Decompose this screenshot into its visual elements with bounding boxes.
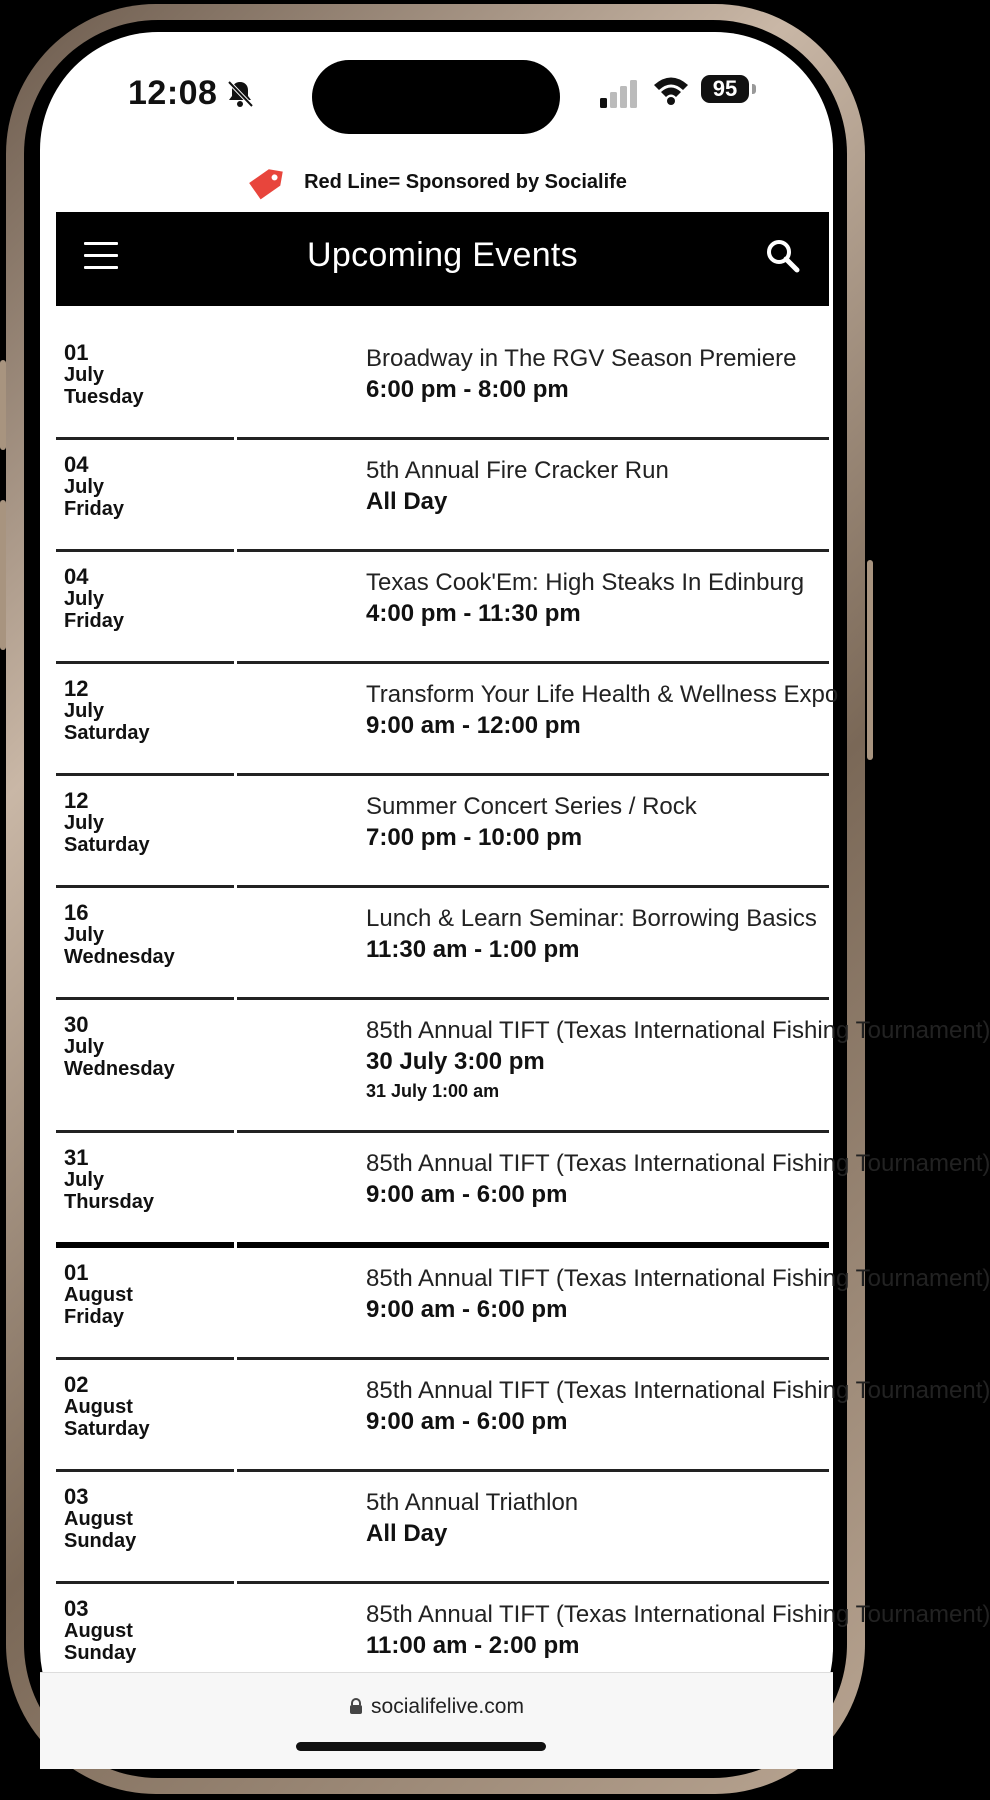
side-button: [867, 560, 873, 760]
events-list: [56, 328, 990, 1693]
event-weekday: Friday: [64, 1306, 125, 1328]
signal-icon: [600, 78, 640, 108]
event-month: July: [64, 700, 105, 722]
screen: [40, 32, 990, 1766]
event-time: 9:00 am - 6:00 pm: [366, 1181, 568, 1208]
event-day: 30: [64, 1012, 89, 1037]
event-month: July: [64, 1169, 105, 1191]
event-info: [366, 568, 824, 630]
event-info: [366, 344, 824, 406]
page-title: Upcoming Events: [307, 236, 578, 274]
event-time: 9:00 am - 6:00 pm: [366, 1408, 568, 1435]
status-time: 12:08: [128, 74, 218, 112]
event-month: July: [64, 812, 105, 834]
event-info: [366, 1016, 990, 1104]
event-day: 12: [64, 676, 89, 701]
event-date: [64, 1014, 175, 1080]
browser-url-bar[interactable]: [40, 1672, 833, 1769]
event-info: [366, 1488, 824, 1550]
event-month: August: [64, 1620, 133, 1642]
event-info: [366, 680, 839, 742]
event-month: August: [64, 1396, 133, 1418]
side-button: [0, 360, 6, 450]
event-day: 01: [64, 1260, 89, 1285]
event-month: July: [64, 1036, 105, 1058]
event-weekday: Friday: [64, 610, 125, 632]
event-time: 11:30 am - 1:00 pm: [366, 936, 580, 963]
event-month: July: [64, 476, 105, 498]
event-time: 9:00 am - 12:00 pm: [366, 712, 581, 739]
event-title[interactable]: 85th Annual TIFT (Texas International Fishing Tournament): [366, 1265, 990, 1292]
event-day: 12: [64, 788, 89, 813]
event-date: [64, 566, 124, 632]
event-date: [64, 1147, 154, 1213]
event-day: 04: [64, 452, 89, 477]
tag-icon: [246, 162, 290, 202]
event-weekday: Tuesday: [64, 386, 144, 408]
event-month: August: [64, 1508, 133, 1530]
event-date: [64, 454, 124, 520]
url-text: socialifelive.com: [371, 1695, 524, 1718]
event-month: July: [64, 588, 105, 610]
home-indicator[interactable]: [296, 1742, 546, 1751]
event-title[interactable]: Broadway in The RGV Season Premiere: [366, 345, 797, 372]
event-date: [64, 342, 144, 408]
event-title[interactable]: 85th Annual TIFT (Texas International Fishing Tournament): [366, 1377, 990, 1404]
event-date: [64, 678, 150, 744]
event-day: 16: [64, 900, 89, 925]
event-weekday: Sunday: [64, 1642, 137, 1664]
event-weekday: Saturday: [64, 722, 150, 744]
event-title[interactable]: 85th Annual TIFT (Texas International Fishing Tournament): [366, 1150, 990, 1177]
event-info: [366, 1600, 990, 1662]
battery-tip: [752, 84, 756, 94]
search-icon[interactable]: [765, 238, 801, 274]
event-date: [64, 1262, 133, 1328]
event-time: 4:00 pm - 11:30 pm: [366, 600, 581, 627]
sponsor-banner: [40, 160, 833, 204]
event-row[interactable]: [56, 440, 829, 552]
event-time: All Day: [366, 488, 448, 515]
event-weekday: Wednesday: [64, 946, 175, 968]
event-row[interactable]: [56, 776, 829, 888]
event-row[interactable]: [56, 1360, 990, 1472]
dynamic-island: [312, 60, 560, 134]
page-header: [56, 212, 829, 306]
event-title[interactable]: Lunch & Learn Seminar: Borrowing Basics: [366, 905, 817, 932]
side-button: [0, 500, 6, 650]
event-info: [366, 1264, 990, 1326]
event-title[interactable]: Summer Concert Series / Rock: [366, 793, 697, 820]
event-info: [366, 1149, 990, 1211]
event-day: 31: [64, 1145, 89, 1170]
event-title[interactable]: 5th Annual Fire Cracker Run: [366, 457, 669, 484]
event-day: 02: [64, 1372, 89, 1397]
event-day: 03: [64, 1596, 89, 1621]
event-day: 04: [64, 564, 89, 589]
event-row[interactable]: [56, 664, 839, 776]
event-title[interactable]: 85th Annual TIFT (Texas International Fishing Tournament): [366, 1017, 990, 1044]
event-time: 30 July 3:00 pm: [366, 1048, 545, 1075]
event-time: 7:00 pm - 10:00 pm: [366, 824, 583, 851]
event-info: [366, 1376, 990, 1438]
bell-slash-icon: [224, 78, 256, 110]
event-time: 11:00 am - 2:00 pm: [366, 1632, 580, 1659]
event-row[interactable]: [56, 1472, 829, 1584]
event-date: [64, 1486, 136, 1552]
event-month: July: [64, 924, 105, 946]
event-weekday: Saturday: [64, 1418, 150, 1440]
battery-indicator: 95: [701, 75, 749, 103]
event-info: [366, 904, 824, 966]
event-date: [64, 1374, 150, 1440]
event-date: [64, 1598, 136, 1664]
event-row[interactable]: [56, 1133, 990, 1248]
event-time: 6:00 pm - 8:00 pm: [366, 376, 569, 403]
event-info: [366, 456, 824, 518]
wifi-icon: [652, 74, 690, 106]
event-row[interactable]: [56, 888, 829, 1000]
event-row[interactable]: [56, 552, 829, 664]
event-month: August: [64, 1284, 133, 1306]
event-title[interactable]: 85th Annual TIFT (Texas International Fishing Tournament): [366, 1601, 990, 1628]
event-end-time: 31 July 1:00 am: [366, 1081, 500, 1101]
event-row[interactable]: [56, 1248, 990, 1360]
event-title[interactable]: Transform Your Life Health & Wellness Expo: [366, 681, 839, 708]
event-weekday: Friday: [64, 498, 125, 520]
event-weekday: Saturday: [64, 834, 150, 856]
event-info: [366, 792, 824, 854]
event-day: 01: [64, 340, 89, 365]
url-display[interactable]: [40, 1695, 833, 1719]
event-weekday: Wednesday: [64, 1058, 175, 1080]
event-title[interactable]: 5th Annual Triathlon: [366, 1489, 579, 1516]
lock-icon: [349, 1698, 363, 1714]
event-time: All Day: [366, 1520, 448, 1547]
event-month: July: [64, 364, 105, 386]
event-row[interactable]: [56, 1000, 990, 1133]
event-weekday: Thursday: [64, 1191, 155, 1213]
event-day: 03: [64, 1484, 89, 1509]
event-time: 9:00 am - 6:00 pm: [366, 1296, 568, 1323]
event-date: [64, 790, 150, 856]
sponsor-text: Red Line= Sponsored by Socialife: [304, 170, 627, 193]
event-date: [64, 902, 175, 968]
event-weekday: Sunday: [64, 1530, 137, 1552]
event-title[interactable]: Texas Cook'Em: High Steaks In Edinburg: [366, 569, 805, 596]
event-row[interactable]: [56, 328, 829, 440]
